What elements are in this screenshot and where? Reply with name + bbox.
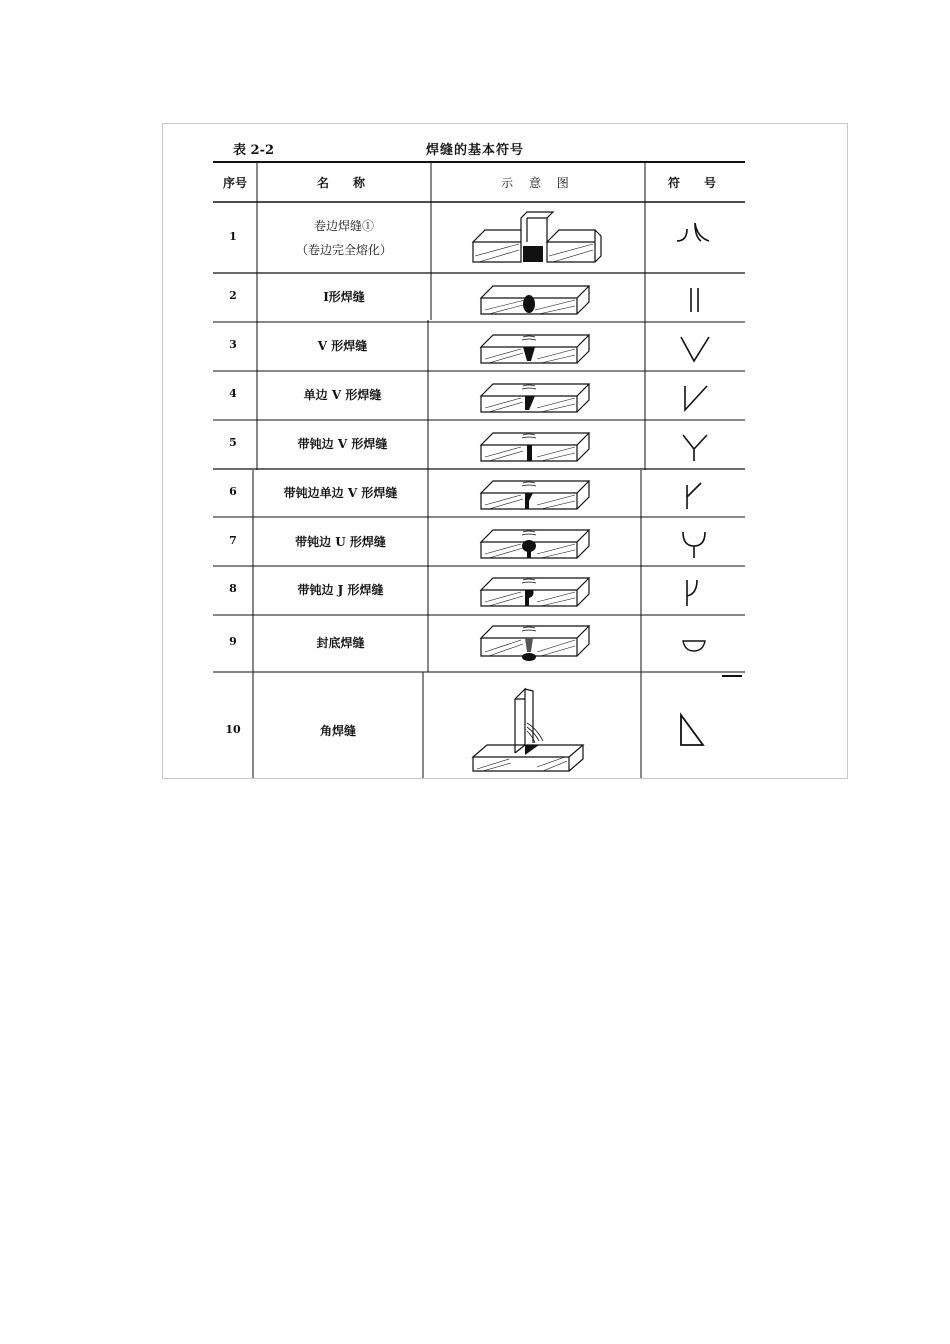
row-1-name-sub: （卷边完全熔化） (295, 243, 392, 257)
row-3-index: 3 (229, 338, 237, 351)
row-4-name: 单边 V 形焊缝 (303, 388, 382, 402)
header-index: 序号 (222, 176, 247, 190)
row-9-index: 9 (229, 635, 237, 648)
row-10-name: 角焊缝 (319, 724, 356, 738)
row-3-name: V 形焊缝 (317, 339, 368, 353)
backing-weld-symbol-icon (655, 625, 735, 665)
row-7-diagram (465, 524, 605, 564)
table-title: 焊缝的基本符号 (425, 143, 524, 158)
row-10-index: 10 (225, 723, 241, 736)
row-4-diagram (465, 378, 605, 418)
row-1-index: 1 (229, 230, 237, 243)
v-weld-symbol-icon (655, 329, 735, 369)
row-7-name: 带钝边 U 形焊缝 (295, 535, 386, 549)
header-name: 名 称 (316, 176, 371, 190)
row-8-name: 带钝边 J 形焊缝 (297, 583, 384, 597)
row-4-index: 4 (229, 387, 237, 400)
row-2-index: 2 (229, 289, 237, 302)
row-2-diagram (465, 280, 605, 320)
single-bevel-symbol-icon (655, 378, 735, 418)
row-7-index: 7 (229, 534, 237, 547)
row-2-name: Ⅰ形焊缝 (323, 290, 365, 304)
u-weld-symbol-icon (655, 524, 735, 564)
row-5-index: 5 (229, 436, 237, 449)
single-bevel-root-face-symbol-icon (655, 475, 735, 515)
flange-weld-symbol-icon (655, 215, 735, 255)
row-6-index: 6 (229, 485, 237, 498)
table-label: 表 2-2 (233, 143, 275, 158)
j-weld-symbol-icon (655, 572, 735, 612)
row-1-diagram (465, 206, 605, 268)
row-9-name: 封底焊缝 (316, 636, 365, 650)
square-weld-symbol-icon (655, 280, 735, 320)
row-5-name: 带钝边 V 形焊缝 (297, 437, 388, 451)
row-8-index: 8 (229, 582, 237, 595)
row-6-diagram (465, 475, 605, 515)
row-6-name: 带钝边单边 V 形焊缝 (283, 486, 398, 500)
row-9-diagram (465, 622, 605, 666)
header-diagram: 示 意 图 (501, 176, 575, 190)
row-10-diagram (465, 683, 605, 775)
row-8-diagram (465, 572, 605, 612)
y-weld-symbol-icon (655, 427, 735, 467)
row-3-diagram (465, 329, 605, 369)
row-5-diagram (465, 427, 605, 467)
fillet-weld-symbol-icon (655, 705, 735, 755)
row-1-name: 卷边焊缝① (313, 219, 374, 233)
header-symbol: 符 号 (667, 176, 722, 190)
